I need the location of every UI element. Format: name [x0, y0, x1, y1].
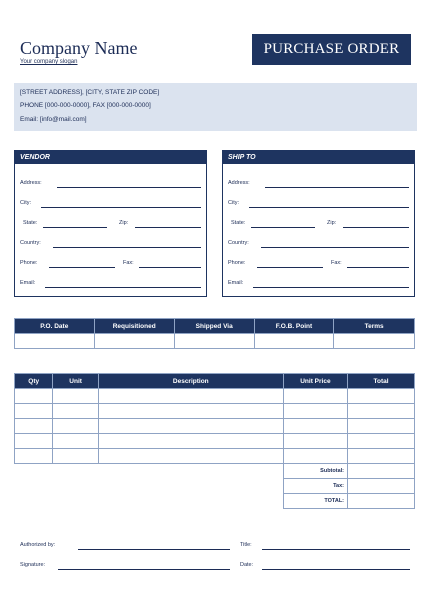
ship-to-phone-label: Phone: — [228, 260, 246, 266]
date-field[interactable] — [262, 569, 410, 570]
po-date-cell[interactable] — [15, 334, 95, 349]
company-phone-fax: PHONE [000-000-0000], FAX [000-000-0000] — [20, 102, 151, 109]
document-title: PURCHASE ORDER — [252, 34, 411, 65]
title-field[interactable] — [262, 549, 410, 550]
vendor-address-label: Address: — [20, 180, 42, 186]
ship-to-country-field[interactable] — [261, 247, 409, 248]
vendor-email-label: Email: — [20, 280, 36, 286]
ship-to-fax-label: Fax: — [331, 260, 342, 266]
requisitioned-header: Requisitioned — [94, 319, 174, 334]
order-info-table — [14, 318, 415, 349]
description-cell[interactable] — [98, 404, 283, 419]
ship-to-city-label: City: — [228, 200, 239, 206]
items-table — [14, 373, 415, 509]
unit-cell[interactable] — [53, 419, 98, 434]
subtotal-value[interactable] — [348, 464, 415, 479]
company-name: Company Name — [20, 38, 138, 58]
company-address: [STREET ADDRESS], [CITY, STATE ZIP CODE] — [20, 89, 160, 96]
signature-field[interactable] — [58, 569, 230, 570]
table-row — [15, 449, 415, 464]
tax-value[interactable] — [348, 479, 415, 494]
description-cell[interactable] — [98, 434, 283, 449]
unit-price-cell[interactable] — [283, 449, 347, 464]
description-cell[interactable] — [98, 419, 283, 434]
vendor-zip-label: Zip: — [119, 220, 129, 226]
unit-cell[interactable] — [53, 434, 98, 449]
vendor-country-field[interactable] — [53, 247, 201, 248]
company-slogan: Your company slogan — [20, 59, 78, 65]
fob-point-header: F.O.B. Point — [254, 319, 334, 334]
description-cell[interactable] — [98, 449, 283, 464]
ship-to-zip-label: Zip: — [327, 220, 337, 226]
fob-point-cell[interactable] — [254, 334, 334, 349]
vendor-city-field[interactable] — [41, 207, 201, 208]
unit-price-cell[interactable] — [283, 434, 347, 449]
ship-to-state-label: State: — [231, 220, 246, 226]
ship-to-address-label: Address: — [228, 180, 250, 186]
qty-cell[interactable] — [15, 389, 53, 404]
ship-to-city-field[interactable] — [249, 207, 409, 208]
unit-cell[interactable] — [53, 449, 98, 464]
tax-label: Tax: — [283, 479, 347, 494]
qty-cell[interactable] — [15, 434, 53, 449]
line-total-cell[interactable] — [348, 434, 415, 449]
vendor-fax-label: Fax: — [123, 260, 134, 266]
vendor-email-field[interactable] — [45, 287, 201, 288]
ship-to-address-field[interactable] — [265, 187, 409, 188]
ship-to-email-field[interactable] — [253, 287, 409, 288]
ship-to-zip-field[interactable] — [343, 227, 409, 228]
ship-to-email-label: Email: — [228, 280, 244, 286]
vendor-heading: VENDOR — [15, 151, 206, 164]
company-email: Email: [info@mail.com] — [20, 116, 87, 123]
total-header: Total — [348, 374, 415, 389]
subtotal-label: Subtotal: — [283, 464, 347, 479]
qty-cell[interactable] — [15, 449, 53, 464]
grand-total-label: TOTAL: — [283, 494, 347, 509]
qty-cell[interactable] — [15, 404, 53, 419]
vendor-box — [14, 150, 207, 297]
vendor-phone-field[interactable] — [49, 267, 115, 268]
ship-to-country-label: Country: — [228, 240, 249, 246]
requisitioned-cell[interactable] — [94, 334, 174, 349]
authorized-by-label: Authorized by: — [20, 542, 56, 548]
vendor-fax-field[interactable] — [139, 267, 201, 268]
title-label: Title: — [240, 542, 252, 548]
line-total-cell[interactable] — [348, 404, 415, 419]
ship-to-fax-field[interactable] — [347, 267, 409, 268]
vendor-address-field[interactable] — [57, 187, 201, 188]
ship-to-box — [222, 150, 415, 297]
line-total-cell[interactable] — [348, 449, 415, 464]
po-date-header: P.O. Date — [15, 319, 95, 334]
ship-to-heading: SHIP TO — [223, 151, 414, 164]
qty-header: Qty — [15, 374, 53, 389]
vendor-phone-label: Phone: — [20, 260, 38, 266]
table-row — [15, 434, 415, 449]
unit-price-cell[interactable] — [283, 389, 347, 404]
qty-cell[interactable] — [15, 419, 53, 434]
description-cell[interactable] — [98, 389, 283, 404]
unit-cell[interactable] — [53, 389, 98, 404]
unit-price-header: Unit Price — [283, 374, 347, 389]
ship-to-phone-field[interactable] — [257, 267, 323, 268]
terms-cell[interactable] — [334, 334, 415, 349]
signature-label: Signature: — [20, 562, 46, 568]
vendor-state-label: State: — [23, 220, 38, 226]
line-total-cell[interactable] — [348, 389, 415, 404]
table-row — [15, 404, 415, 419]
description-header: Description — [98, 374, 283, 389]
unit-price-cell[interactable] — [283, 419, 347, 434]
vendor-city-label: City: — [20, 200, 31, 206]
ship-to-state-field[interactable] — [251, 227, 315, 228]
table-row — [15, 389, 415, 404]
vendor-zip-field[interactable] — [135, 227, 201, 228]
table-row — [15, 419, 415, 434]
terms-header: Terms — [334, 319, 415, 334]
date-label: Date: — [240, 562, 254, 568]
vendor-country-label: Country: — [20, 240, 41, 246]
line-total-cell[interactable] — [348, 419, 415, 434]
shipped-via-cell[interactable] — [174, 334, 254, 349]
unit-cell[interactable] — [53, 404, 98, 419]
authorized-by-field[interactable] — [78, 549, 230, 550]
unit-header: Unit — [53, 374, 98, 389]
grand-total-value[interactable] — [348, 494, 415, 509]
unit-price-cell[interactable] — [283, 404, 347, 419]
shipped-via-header: Shipped Via — [174, 319, 254, 334]
vendor-state-field[interactable] — [43, 227, 107, 228]
